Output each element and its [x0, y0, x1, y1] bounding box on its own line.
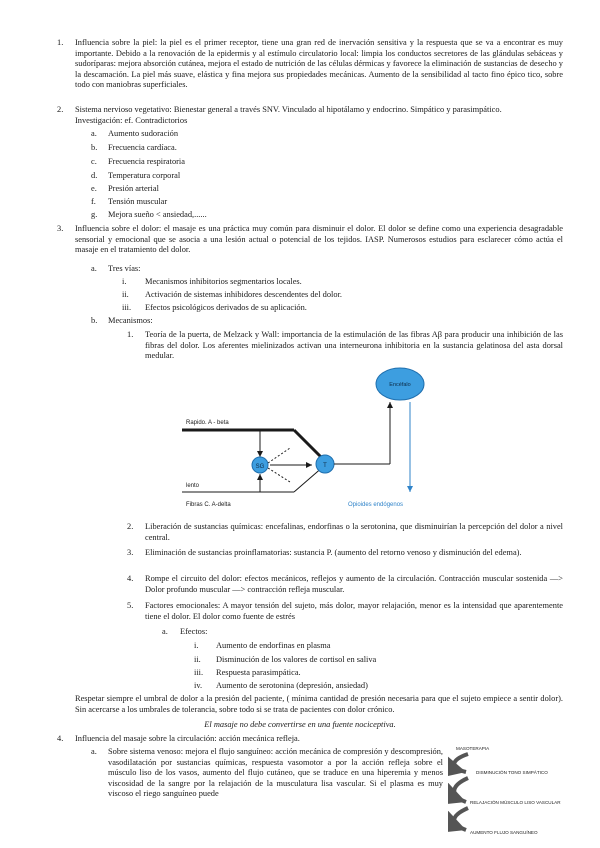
effect-text: Presión arterial — [108, 184, 159, 193]
efecto-marker: iii. — [194, 668, 204, 677]
via-text: Efectos psicológicos derivados de su aplicación. — [145, 303, 307, 312]
efecto-text: Disminución de los valores de cortisol en saliva — [216, 655, 377, 664]
mech-paragraph: Liberación de sustancias químicas: encefalinas, endorfinas o la serotonina, que disminuirían la percepción del dolor a nivel central. — [145, 522, 563, 542]
pain-threshold-paragraph: Respetar siempre el umbral de dolor a la presión del paciente, ( mínima cantidad de presión necesaria para que el sujeto empiece a sentir dolor). Sin acercarse a los umbrales de tolerancia, sobre todo si se trata de pacientes con dolor crónico. — [75, 694, 563, 714]
sg-node-label: SG — [255, 464, 265, 470]
efecto-text: Aumento de serotonina (depresión, ansiedad) — [216, 681, 368, 690]
item2-number: 2. — [57, 105, 64, 114]
sg-inhibit-dotted — [268, 448, 290, 463]
nociceptive-quote: El masaje no debe convertirse en una fuente nociceptiva. — [204, 720, 396, 729]
vias-marker: a. — [91, 264, 97, 273]
flow-arrow-3 — [454, 808, 468, 830]
flow-arrow-2 — [454, 778, 468, 802]
item3-paragraph: Influencia sobre el dolor: el masaje es una práctica muy común para disminuir el dolor. El dolor se define como una experiencia desagradable sensorial y emocional que se asocia a una lesión actual o potencial de los tejidos. IASP. Numerosos estudios para esclarecer cómo actúa el masaje en el tratamiento del dolor. — [75, 224, 563, 254]
item3-number: 3. — [57, 224, 64, 233]
item2-line2: Investigación: ef. Contradictorios — [75, 116, 188, 125]
effect-text: Aumento sudoración — [108, 129, 179, 138]
item1-number: 1. — [57, 38, 64, 47]
vias-label: Tres vías: — [108, 264, 141, 273]
flow-arrow-1 — [454, 754, 468, 772]
flow-step-1: MASOTERAPIA — [456, 746, 490, 751]
effect-marker: f. — [91, 197, 96, 206]
efecto-marker: iv. — [194, 681, 203, 690]
mech-number: 3. — [127, 548, 134, 557]
efecto-marker: ii. — [194, 655, 201, 664]
sg-inhibit-dotted-2 — [268, 468, 290, 482]
effect-marker: d. — [91, 171, 98, 180]
via-marker: iii. — [122, 303, 132, 312]
via-marker: i. — [122, 277, 127, 286]
flow-step-2: DISMINUCIÓN TONO SIMPÁTICO — [476, 770, 548, 775]
mech-number: 2. — [127, 522, 134, 531]
mech-paragraph: Factores emocionales: A mayor tensión del sujeto, más dolor, mayor relajación, menor es la intensidad que aparentemente tiene el dolor. El dolor como fuente de estrés — [145, 601, 563, 621]
fast-fiber-label: Rapido. A - beta — [186, 420, 229, 426]
mechanisms-label: Mecanismos: — [108, 316, 153, 325]
effect-marker: b. — [91, 143, 98, 152]
item1-paragraph: Influencia sobre la piel: la piel es el primer receptor, tiene una gran red de inervación sensitiva y la respuesta que se va a encontrar es muy importante. Debido a la renovación de la epidermis y al estímulo circulatorio local: limpia los conductos secretores de las glándulas sebáceas y sudoríparas: mejora absorción cutánea, mejora el estado de nutrición de las células dérmicas y favorece la eliminación de sustancias de desecho y la descamación. La piel más suave, elástica y fina mejora sus propiedades mecánicas. Aumento de la sensibilidad al tacto fino épico tico, sobre todo con maniobras superficiales. — [75, 38, 563, 89]
item2-line1: Sistema nervioso vegetativo: Bienestar general a través SNV. Vinculado al hipotálamo y endocrino. Simpático y parasimpático. — [75, 105, 502, 114]
effect-marker: g. — [91, 210, 98, 219]
effect-text: Frecuencia respiratoria — [108, 157, 185, 166]
flow-step-3: RELAJACIÓN MÚSCULO LISO VASCULAR — [470, 800, 561, 805]
effect-text: Mejora sueño < ansiedad,...... — [108, 210, 207, 219]
effect-text: Temperatura corporal — [108, 171, 181, 180]
efectos-label: Efectos: — [180, 627, 208, 636]
efecto-marker: i. — [194, 641, 199, 650]
flow-step-4: AUMENTO FLUJO SANGUÍNEO — [470, 830, 538, 835]
brain-node-label: Encéfalo — [389, 382, 411, 388]
t-node-label: T — [323, 463, 327, 469]
circulation-flow-diagram — [448, 742, 580, 842]
effect-marker: e. — [91, 184, 97, 193]
opioids-label: Opioides endógenos — [348, 502, 404, 508]
venous-marker: a. — [91, 747, 97, 756]
effect-text: Frecuencia cardíaca. — [108, 143, 177, 152]
mech-number: 5. — [127, 601, 134, 610]
via-text: Activación de sistemas inhibidores descendentes del dolor. — [145, 290, 342, 299]
via-marker: ii. — [122, 290, 129, 299]
slow-fiber-label: Fibras C. A-delta — [186, 502, 231, 508]
slow-label: lento — [186, 483, 200, 489]
efectos-marker: a. — [162, 627, 168, 636]
via-text: Mecanismos inhibitorios segmentarios locales. — [145, 277, 302, 286]
item4-line: Influencia del masaje sobre la circulación: acción mecánica refleja. — [75, 734, 300, 743]
effect-text: Tensión muscular — [108, 197, 168, 206]
efecto-text: Respuesta parasimpática. — [216, 668, 301, 677]
mech-paragraph: Rompe el circuito del dolor: efectos mecánicos, reflejos y aumento de la circulación. Contracción muscular sostenida —> Dolor profundo muscular —> contracción refleja muscular. — [145, 574, 563, 594]
item4-number: 4. — [57, 734, 64, 743]
fast-fiber-line-diagonal — [294, 430, 324, 460]
mechanisms-marker: b. — [91, 316, 98, 325]
mech1-paragraph: Teoría de la puerta, de Melzack y Wall: importancia de la estimulación de las fibras Aβ para producir una inhibición de las fibras del dolor. Los aferentes mielinizados activan una interneurona inhibitoria en la sustancia gelatinosa del asta dorsal medular. — [145, 330, 563, 360]
mech-paragraph: Eliminación de sustancias proinflamatorias: sustancia P. (aumento del retorno venoso y disminución del edema). — [145, 548, 522, 557]
effect-marker: c. — [91, 157, 97, 166]
gate-theory-diagram — [178, 364, 448, 514]
efecto-text: Aumento de endorfinas en plasma — [216, 641, 331, 650]
mech1-number: 1. — [127, 330, 134, 339]
effect-marker: a. — [91, 129, 97, 138]
mech-number: 4. — [127, 574, 134, 583]
venous-paragraph: Sobre sistema venoso: mejora el flujo sanguíneo: acción mecánica de compresión y descompresión, vasodilatación por sustancias químicas, respuesta vasomotor a por la acción refleja sobre el músculo liso de los vasos, aumento del flujo cutáneo, que se traduce en una hiperemia y menos viscosidad de la sangre por la relajación de la musculatura lisa vascular. Si el plasma es muy viscoso el riego sanguíneo puede — [108, 747, 443, 798]
